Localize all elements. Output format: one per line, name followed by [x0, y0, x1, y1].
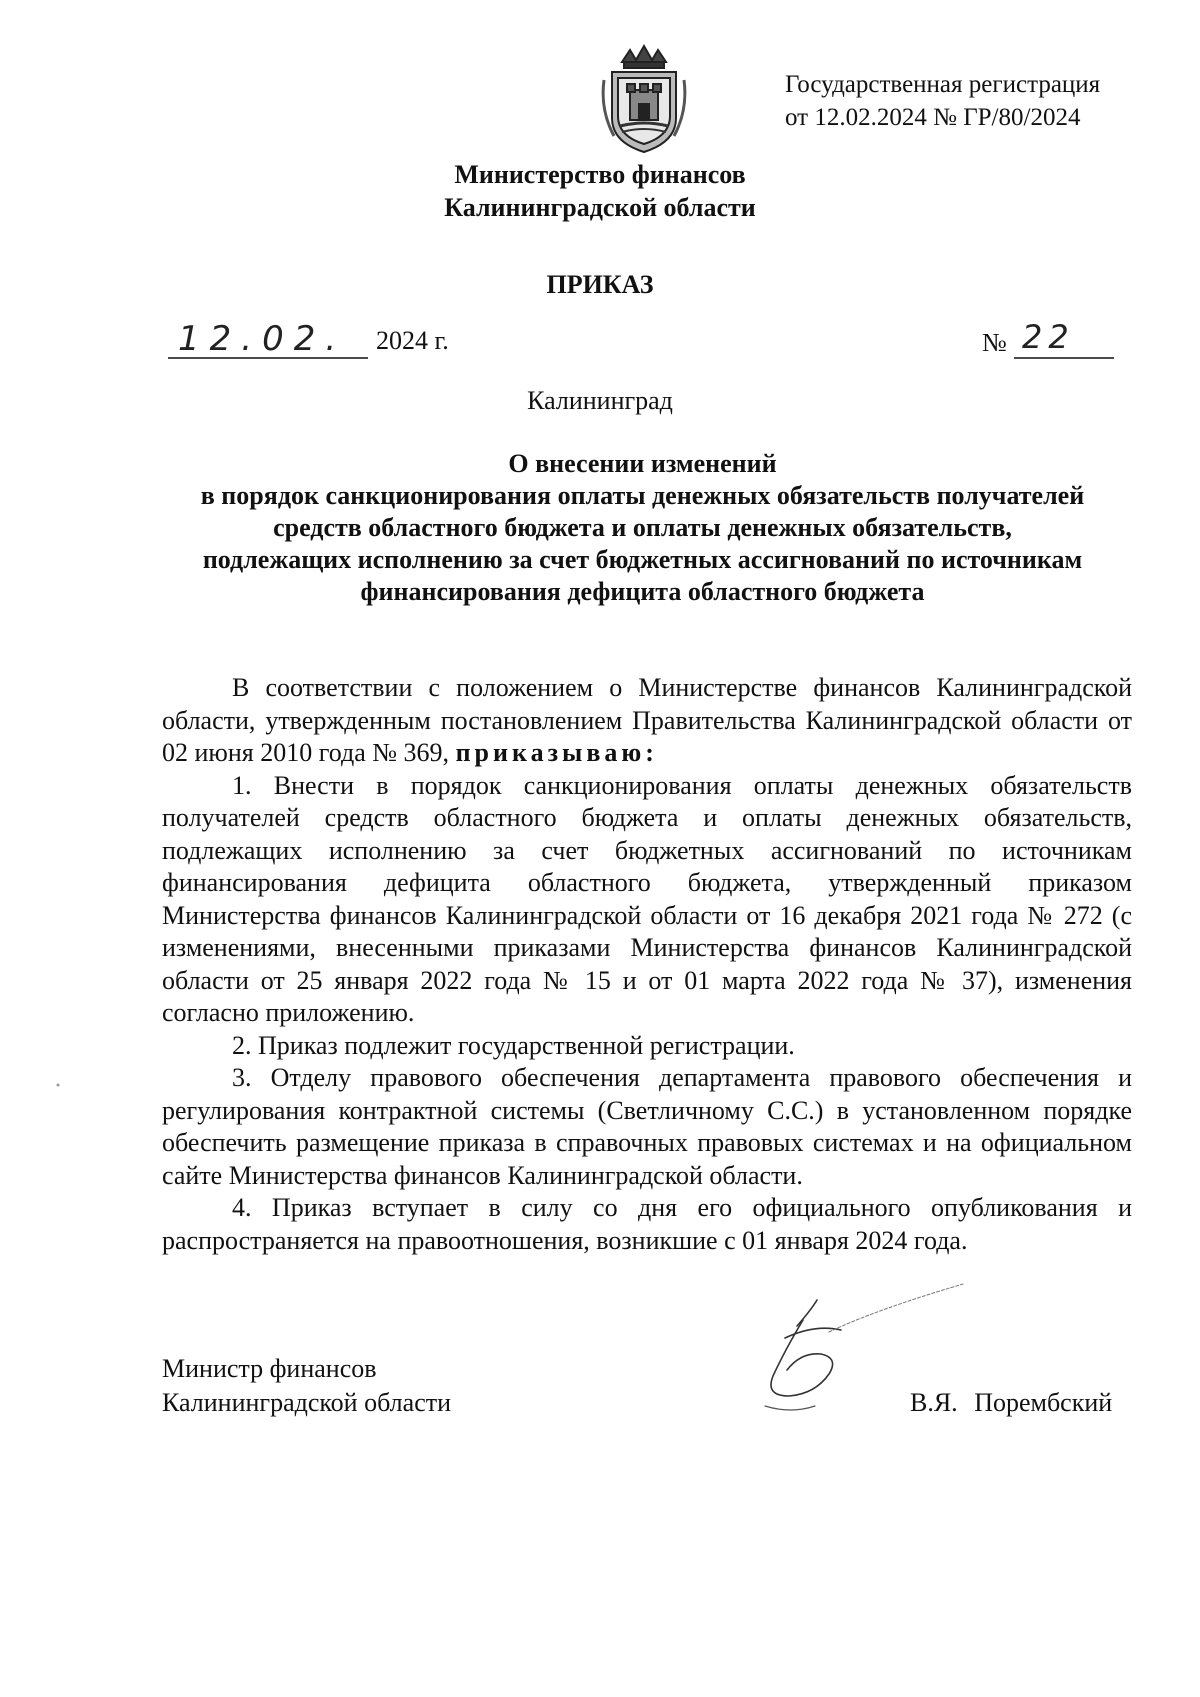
ministry-header [0, 158, 1200, 224]
title-line-2: в порядок санкционирования оплаты денежных обязательств получателей [200, 481, 1085, 510]
preamble-text: В соответствии с положением о Министерстве финансов Калининградской области, утвержденным постановлением Правительства Калининградской области от 02 июня 2010 года № 369, [162, 673, 1132, 767]
scan-dot [56, 1083, 60, 1087]
handwritten-date [168, 318, 368, 362]
item-2: 2. Приказ подлежит государственной регистрации. [232, 1030, 795, 1060]
city: Калининград [527, 386, 673, 415]
document-type: ПРИКАЗ [546, 270, 654, 299]
item-4: 4. Приказ вступает в силу со дня его официального опубликования и распространяется на правоотношения, возникшие с 01 января 2024 года. [162, 1193, 1132, 1255]
order-number [982, 318, 1122, 362]
title-line-4: подлежащих исполнению за счет бюджетных ассигнований по источникам [202, 545, 1083, 574]
item-3: 3. Отделу правового обеспечения департамента правового обеспечения и регулирования контрактной системы (Светличному С.С.) в установленном порядке обеспечить размещение приказа в справочных правовых системах и на официальном сайте Министерства финансов Калининградской области. [162, 1063, 1132, 1190]
registration-line-1: Государственная регистрация [785, 71, 1101, 98]
preamble-paragraph [162, 672, 1132, 770]
ministry-line-1: Министерство финансов [454, 160, 746, 189]
ministry-line-2: Калининградской области [444, 193, 756, 222]
order-body [162, 672, 1132, 1257]
order-title [160, 448, 1125, 608]
title-line-3: средств областного бюджета и оплаты денежных обязательств, [273, 513, 1012, 542]
signatory-name [910, 1388, 1122, 1418]
signatory-post [162, 1352, 451, 1420]
date-year: 2024 г. [376, 326, 449, 355]
handwritten-date-text: 12.02. [178, 319, 347, 359]
handwritten-number [1014, 318, 1114, 362]
signatory-surname: Порембский [974, 1388, 1113, 1417]
order-word: приказываю: [455, 738, 658, 767]
registration-line-2: от 12.02.2024 № ГР/80/2024 [785, 104, 1081, 131]
title-line-1: О внесении изменений [508, 449, 777, 478]
number-sign: № [982, 328, 1007, 357]
order-date [168, 318, 468, 362]
title-line-5: финансирования дефицита областного бюджета [360, 577, 925, 606]
handwritten-number-text: 22 [1022, 318, 1075, 356]
post-line-2: Калининградской области [162, 1388, 452, 1417]
item-1: 1. Внести в порядок санкционирования оплаты денежных обязательств получателей средств областного бюджета и оплаты денежных обязательств, подлежащих исполнению за счет бюджетных ассигнований по источникам финансирования дефицита областного бюджета, утвержденный приказом Министерства финансов Калининградской области от 16 декабря 2021 года № 272 (с изменениями, внесенными приказами Министерства финансов Калининградской области от 25 января 2022 года № 15 и от 01 марта 2022 года № 37), изменения согласно приложению. [162, 770, 1132, 1027]
coat-of-arms-icon [600, 40, 688, 158]
post-line-1: Министр финансов [162, 1354, 377, 1383]
state-registration [785, 68, 1100, 134]
signatory-initials: В.Я. [910, 1388, 958, 1417]
